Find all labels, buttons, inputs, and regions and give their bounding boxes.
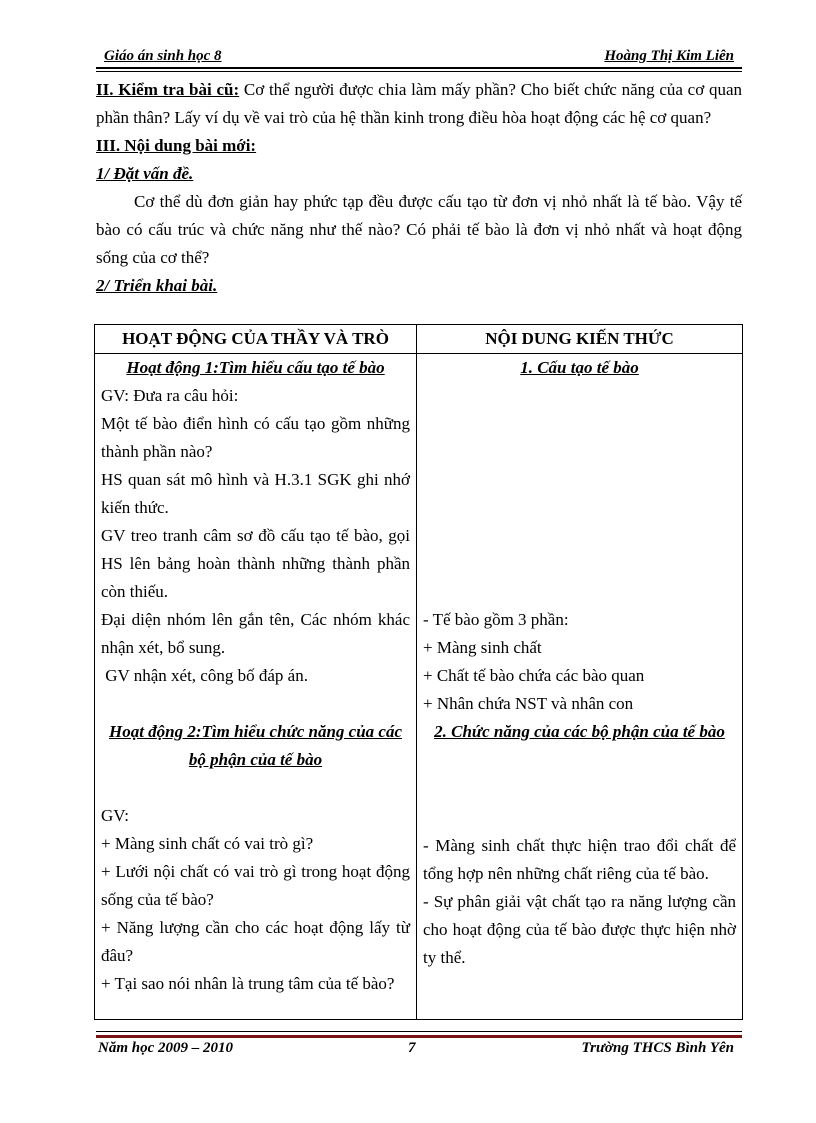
- content1-line: + Màng sinh chất: [423, 638, 542, 657]
- content2-body: [423, 832, 736, 972]
- subsection-lesson-label: 2/ Triển khai bài.: [96, 276, 218, 295]
- page-header: [96, 48, 742, 68]
- activity2-body: [101, 802, 410, 998]
- activity2-line: + Màng sinh chất có vai trò gì?: [101, 834, 314, 853]
- header-author: Hoàng Thị Kim Liên: [604, 48, 734, 64]
- subsection-problem: [96, 160, 742, 188]
- content2-line: - Màng sinh chất thực hiện trao đổi chất để tổng hợp nên những chất riêng của tế bào.: [423, 836, 736, 883]
- footer-rule: [96, 1035, 742, 1038]
- activity1-body: [101, 382, 410, 718]
- header-rule-thin: [96, 71, 742, 72]
- section-review: [96, 76, 742, 132]
- activity1-line: GV nhận xét, công bố đáp án.: [101, 666, 308, 685]
- lesson-table: [94, 324, 743, 1020]
- activity1-title: Hoạt động 1:Tìm hiểu cấu tạo tế bào: [126, 358, 385, 377]
- activity1-line: Một tế bào điển hình có cấu tạo gồm những thành phần nào?: [101, 414, 410, 461]
- section-new-content: [96, 132, 742, 160]
- content1-line: + Nhân chứa NST và nhân con: [423, 694, 634, 713]
- footer-school-year: Năm học 2009 – 2010: [98, 1040, 233, 1056]
- activity1-line: GV treo tranh câm sơ đồ cấu tạo tế bào, gọi HS lên bảng hoàn thành những thành phần còn thiếu.: [101, 526, 410, 601]
- content1-line: - Tế bào gồm 3 phần:: [423, 610, 569, 629]
- table-header-row: [95, 325, 743, 354]
- content1-line: + Chất tế bào chứa các bào quan: [423, 666, 645, 685]
- section-review-label: II. Kiểm tra bài cũ:: [96, 80, 240, 99]
- col-content-header: NỘI DUNG KIẾN THỨC: [417, 325, 743, 354]
- content-cell: [417, 354, 743, 1020]
- content2-title: 2. Chức năng của các bộ phận của tế bào: [434, 722, 725, 741]
- page-footer: [96, 1040, 742, 1060]
- section-new-content-label: III. Nội dung bài mới:: [96, 136, 257, 155]
- table-row: [95, 354, 743, 1020]
- activity1-line: Đại diện nhóm lên gắn tên, Các nhóm khác nhận xét, bổ sung.: [101, 610, 410, 657]
- activity2-line: GV:: [101, 806, 130, 825]
- activity2-line: + Năng lượng cần cho các hoạt động lấy từ đâu?: [101, 918, 410, 965]
- content1-title: 1. Cấu tạo tế bào: [520, 358, 639, 377]
- document-body: [96, 76, 742, 300]
- footer-school: Trường THCS Bình Yên: [581, 1040, 734, 1056]
- activity-cell: [95, 354, 417, 1020]
- content2-line: - Sự phân giải vật chất tạo ra năng lượng cần cho hoạt động của tế bào được thực hiện nhờ ty thể.: [423, 892, 736, 967]
- header-rule: [96, 67, 742, 69]
- col-teacher-student-header: HOẠT ĐỘNG CỦA THẦY VÀ TRÒ: [95, 325, 417, 354]
- activity1-line: HS quan sát mô hình và H.3.1 SGK ghi nhớ kiến thức.: [101, 470, 410, 517]
- section-review-text: Cơ thể người được chia làm mấy phần? Cho biết chức năng của cơ quan phần thân? Lấy ví dụ về vai trò của hệ thần kinh trong điều hòa hoạt động các hệ cơ quan?: [96, 80, 742, 127]
- activity2-line: + Lưới nội chất có vai trò gì trong hoạt động sống của tế bào?: [101, 862, 410, 909]
- activity2-line: + Tại sao nói nhân là trung tâm của tế bào?: [101, 974, 395, 993]
- subsection-lesson: [96, 272, 742, 300]
- header-subject: Giáo án sinh học 8: [104, 48, 222, 64]
- page-number: 7: [408, 1040, 416, 1056]
- subsection-problem-label: 1/ Đặt vấn đề.: [96, 164, 194, 183]
- footer-rule-thin: [96, 1031, 742, 1032]
- activity1-line: GV: Đưa ra câu hỏi:: [101, 386, 239, 405]
- subsection-problem-text: Cơ thể dù đơn giản hay phức tạp đều được cấu tạo từ đơn vị nhỏ nhất là tế bào. Vậy tế bào có cấu trúc và chức năng như thế nào? Có phải tế bào là đơn vị nhỏ nhất và hoạt động sống của cơ thể?: [96, 192, 742, 267]
- activity2-title: Hoạt động 2:Tìm hiểu chức năng của các bộ phận của tế bào: [108, 722, 403, 769]
